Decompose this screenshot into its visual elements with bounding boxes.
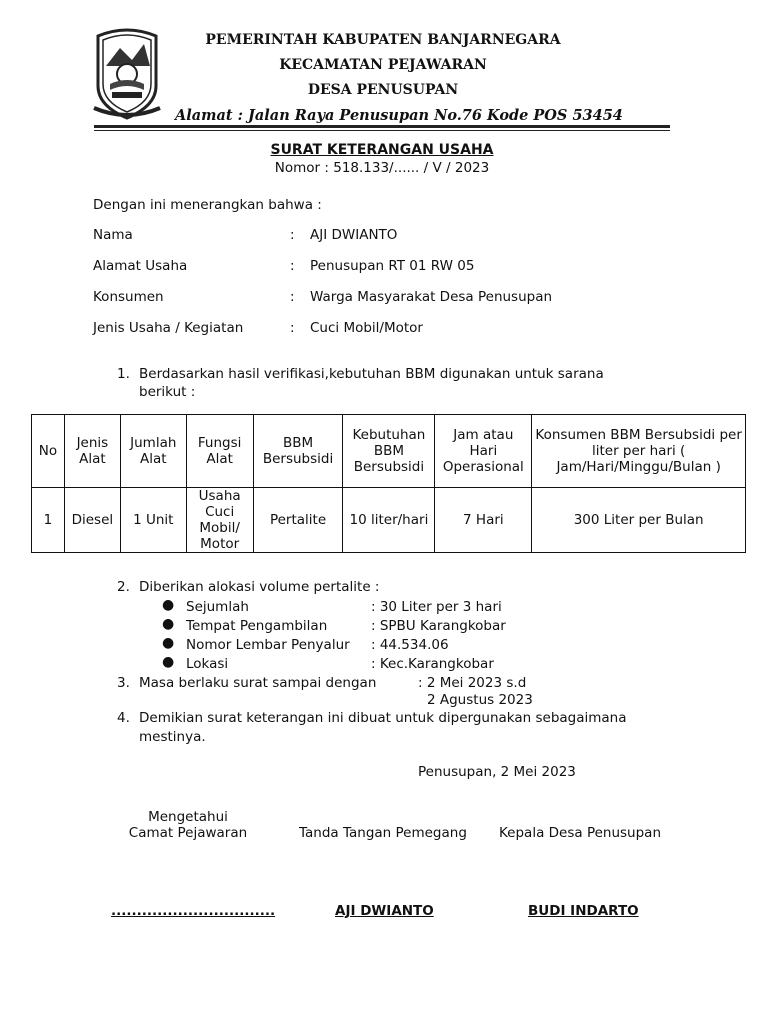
validity-start: : 2 Mei 2023 s.d — [418, 675, 527, 691]
point-2-text: Diberikan alokasi volume pertalite : — [139, 579, 380, 595]
point-4-text-cont: mestinya. — [139, 729, 206, 745]
allocation-value: : 44.534.06 — [371, 637, 449, 653]
table-header-cell: Jenis Alat — [64, 415, 120, 488]
field-value-name: AJI DWIANTO — [310, 227, 398, 243]
camat-acknowledge: Mengetahui — [148, 809, 228, 825]
header-line-3: DESA PENUSUPAN — [307, 82, 459, 98]
point-1-number: 1. — [117, 366, 130, 382]
table-header-cell: Konsumen BBM Bersubsidi per liter per hari ( Jam/Hari/Minggu/Bulan ) — [532, 415, 746, 488]
allocation-label: Nomor Lembar Penyalur — [186, 637, 350, 653]
table-cell: 300 Liter per Bulan — [532, 488, 746, 553]
validity-end: 2 Agustus 2023 — [427, 692, 533, 708]
point-4-text: Demikian surat keterangan ini dibuat untuk dipergunakan sebagaimana — [139, 710, 627, 726]
fuel-table — [31, 414, 746, 553]
document-number: Nomor : 518.133/...... / V / 2023 — [274, 160, 490, 176]
field-value-consumer: Warga Masyarakat Desa Penusupan — [310, 289, 553, 305]
bullet-icon: ● — [162, 597, 175, 613]
table-cell: Diesel — [64, 488, 120, 553]
point-3-text: Masa berlaku surat sampai dengan — [139, 675, 377, 691]
allocation-value: : SPBU Karangkobar — [371, 618, 506, 634]
header-line-1: PEMERINTAH KABUPATEN BANJARNEGARA — [205, 32, 561, 48]
field-sep: : — [290, 289, 295, 305]
point-1-text: Berdasarkan hasil verifikasi,kebutuhan BBM digunakan untuk sarana — [139, 366, 604, 382]
table-cell: Pertalite — [253, 488, 343, 553]
point-4-number: 4. — [117, 710, 130, 726]
allocation-label: Lokasi — [186, 656, 229, 672]
table-cell: 7 Hari — [435, 488, 532, 553]
field-label-business-type: Jenis Usaha / Kegiatan — [93, 320, 244, 336]
camat-signature-line: ................................ — [111, 903, 276, 919]
bullet-icon: ● — [162, 616, 175, 632]
table-header-cell: Jumlah Alat — [120, 415, 186, 488]
table-header-cell: No — [32, 415, 65, 488]
table-cell: 1 — [32, 488, 65, 553]
table-row — [32, 488, 746, 553]
header-address: Alamat : Jalan Raya Penusupan No.76 Kode POS 53454 — [175, 107, 623, 124]
allocation-value: : 30 Liter per 3 hari — [371, 599, 502, 615]
allocation-label: Sejumlah — [186, 599, 249, 615]
holder-name: AJI DWIANTO — [335, 903, 434, 919]
intro-text: Dengan ini menerangkan bahwa : — [93, 197, 322, 213]
allocation-label: Tempat Pengambilan — [186, 618, 328, 634]
header-divider-thin — [94, 130, 670, 131]
table-header-row — [32, 415, 746, 488]
point-1-text-cont: berikut : — [139, 384, 196, 400]
table-cell: 10 liter/hari — [343, 488, 435, 553]
district-logo — [92, 26, 162, 122]
field-label-address: Alamat Usaha — [93, 258, 188, 274]
table-header-cell: Fungsi Alat — [186, 415, 253, 488]
kades-name: BUDI INDARTO — [528, 903, 639, 919]
bullet-icon: ● — [162, 654, 175, 670]
allocation-value: : Kec.Karangkobar — [371, 656, 494, 672]
field-value-business-type: Cuci Mobil/Motor — [310, 320, 423, 336]
field-value-address: Penusupan RT 01 RW 05 — [310, 258, 475, 274]
table-cell: 1 Unit — [120, 488, 186, 553]
field-sep: : — [290, 258, 295, 274]
table-header-cell: Jam atau Hari Operasional — [435, 415, 532, 488]
field-label-name: Nama — [93, 227, 133, 243]
kades-title: Kepala Desa Penusupan — [499, 825, 662, 841]
header-line-2: KECAMATAN PEJAWARAN — [279, 57, 487, 73]
camat-title: Camat Pejawaran — [128, 825, 248, 841]
header-divider — [94, 125, 670, 128]
table-cell: Usaha Cuci Mobil/ Motor — [186, 488, 253, 553]
document-title: SURAT KETERANGAN USAHA — [270, 142, 494, 158]
holder-title: Tanda Tangan Pemegang — [299, 825, 467, 841]
point-2-number: 2. — [117, 579, 130, 595]
place-date: Penusupan, 2 Mei 2023 — [418, 764, 576, 780]
field-label-consumer: Konsumen — [93, 289, 164, 305]
field-sep: : — [290, 320, 295, 336]
table-header-cell: Kebutuhan BBM Bersubsidi — [343, 415, 435, 488]
table-header-cell: BBM Bersubsidi — [253, 415, 343, 488]
bullet-icon: ● — [162, 635, 175, 651]
point-3-number: 3. — [117, 675, 130, 691]
field-sep: : — [290, 227, 295, 243]
